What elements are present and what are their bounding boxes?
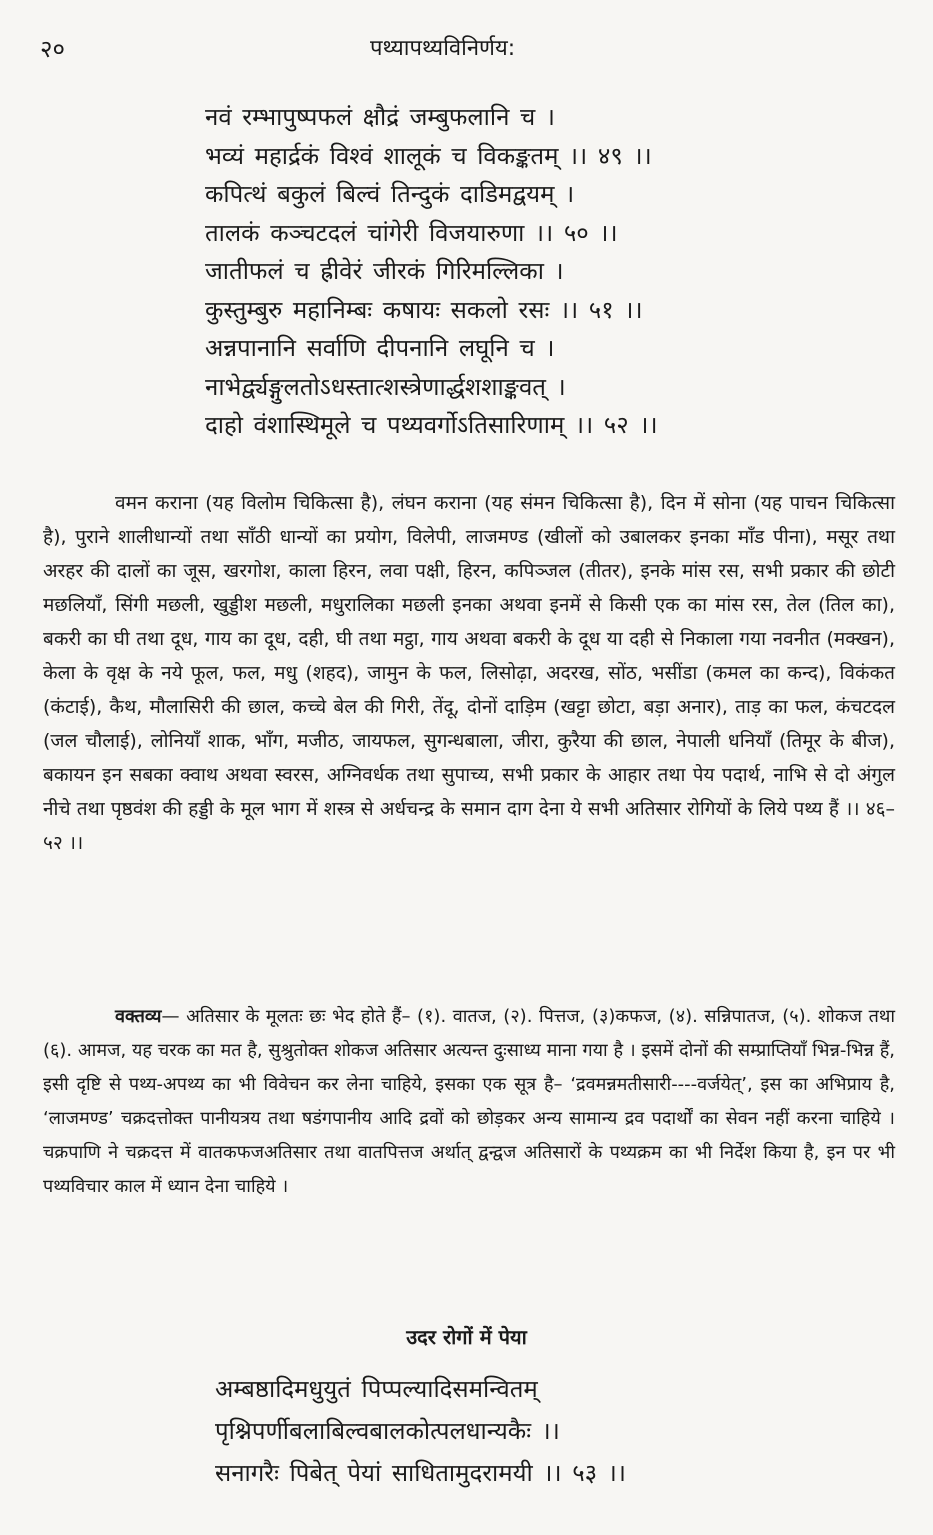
page-number: २० [40,35,65,63]
verse-line: कपित्थं बकुलं बिल्वं तिन्दुकं दाडिमद्वयम् । [205,180,575,208]
verse-block [205,98,825,445]
verse-line: अन्नपानानि सर्वाणि दीपनानि लघूनि च । [205,334,555,362]
page-header [40,32,893,66]
verse-line: नाभेर्द्व्यङ्गुलतोऽधस्तात्शस्त्रेणार्द्धशशाङ्कवत् । [205,372,566,401]
verse-line: भव्यं महार्द्रकं विश्वं शालूकं च विकङ्कतम् ।। ४९ ।। [205,141,652,170]
commentary-paragraph [43,486,895,860]
vaktavya-paragraph [43,1000,895,1204]
verse-line: दाहो वंशास्थिमूले च पथ्यवर्गोऽतिसारिणाम् ।। ५२ ।। [205,411,658,439]
verse-block-2 [215,1368,815,1494]
verse-line: नवं रम्भापुष्पफलं क्षौद्रं जम्बुफलानि च । [205,103,556,131]
verse-line: अम्बष्ठादिमधुयुतं पिप्पल्यादिसमन्वितम् [215,1375,538,1403]
verse-line: सनागरैः पिबेत् पेयां साधितामुदरामयी ।। ५३ ।। [215,1459,626,1487]
verse-line: पृश्निपर्णीबलाबिल्वबालकोत्पलधान्यकैः ।। [215,1417,560,1445]
section-heading: उदर रोगों में पेया [406,1325,527,1349]
verse-line: तालकं कञ्चटदलं चांगेरी विजयारुणा ।। ५० ।। [205,218,618,247]
vaktavya-text: — अतिसार के मूलतः छः भेद होते हैं– (१). वातज, (२). पित्तज, (३)कफज, (४). सन्निपातज, (५). शोकज तथा (६). आमज, यह चरक का मत है, सुश्रुतोक्त शोकज अतिसार अत्यन्त दुःसाध्य माना गया है । इसमें दोनों की सम्प्राप्तियाँ भिन्न-भिन्न हैं, इसी दृष्टि से पथ्य-अपथ्य का भी विवेचन कर लेना चाहिये, इसका एक सूत्र है– ‘द्रवमन्नमतीसारी----वर्जयेत्’, इस का अभिप्राय है, ‘लाजमण्ड’ चक्रदत्तोक्त पानीयत्रय तथा षडंगपानीय आदि द्रवों को छोड़कर अन्य सामान्य द्रव पदार्थों का सेवन नहीं करना चाहिये । चक्रपाणि ने चक्रदत्त में वातकफजअतिसार तथा वातपित्तज अर्थात् द्वन्द्वज अतिसारों के पथ्यक्रम का भी निर्देश किया है, इन पर भी पथ्यविचार काल में ध्यान देना चाहिये । [43,1006,895,1197]
verse-line: जातीफलं च ह्रीवेरं जीरकं गिरिमल्लिका । [205,257,564,285]
commentary-text: वमन कराना (यह विलोम चिकित्सा है), लंघन कराना (यह संमन चिकित्सा है), दिन में सोना (यह पाचन चिकित्सा है), पुराने शालीधान्यों तथा साँठी धान्यों का प्रयोग, विलेपी, लाजमण्ड (खीलों को उबालकर इनका माँड पीना), मसूर तथा अरहर की दालों का जूस, खरगोश, काला हिरन, लवा पक्षी, हिरन, कपिञ्जल (तीतर), इनके मांस रस, सभी प्रकार की छोटी मछलियाँ, सिंगी मछली, खुड्डीश मछली, मधुरालिका मछली इनका अथवा इनमें से किसी एक का मांस रस, तेल (तिल का), बकरी का घी तथा दूध, गाय का दूध, दही, घी तथा मट्ठा, गाय अथवा बकरी के दूध या दही से निकाला गया नवनीत (मक्खन), केला के वृक्ष के नये फूल, फल, मधु (शहद), जामुन के फल, लिसोढ़ा, अदरख, सोंठ, भसींडा (कमल का कन्द), विकंकत (कंटाई), कैथ, मौलासिरी की छाल, कच्चे बेल की गिरी, तेंदू, दोनों दाड़िम (खट्टा छोटा, बड़ा अनार), ताड़ का फल, कंचटदल (जल चौलाई), लोनियाँ शाक, भाँग, मजीठ, जायफल, सुगन्धबाला, जीरा, कुरैया की छाल, नेपाली धनियाँ (तिमूर के बीज), बकायन इन सबका क्वाथ अथवा स्वरस, अग्निवर्धक तथा सुपाच्य, सभी प्रकार के आहार तथा पेय पदार्थ, नाभि से दो अंगुल नीचे तथा पृष्ठवंश की हड्डी के मूल भाग में शस्त्र से अर्धचन्द्र के समान दाग देना ये सभी अतिसार रोगियों के लिये पथ्य हैं ।। ४६–५२ ।। [43,492,895,854]
vaktavya-label: वक्तव्य [115,1006,162,1027]
verse-line: कुस्तुम्बुरु महानिम्बः कषायः सकलो रसः ।। ५१ ।। [205,295,643,324]
running-title: पथ्यापथ्यविनिर्णय: [370,36,516,61]
